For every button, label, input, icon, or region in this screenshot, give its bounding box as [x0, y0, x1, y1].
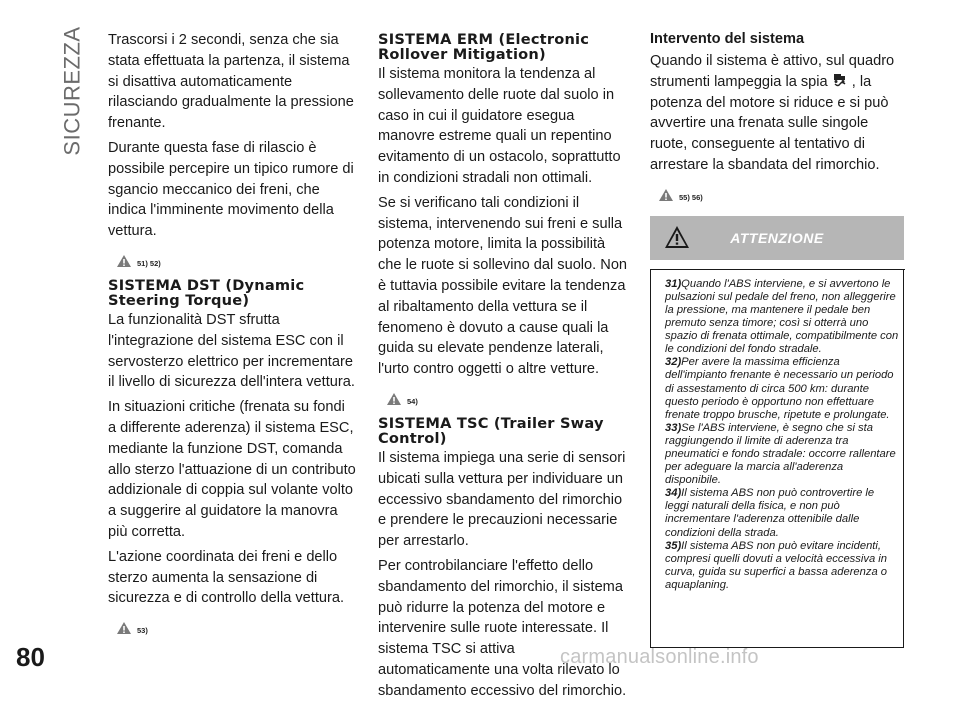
paragraph: In situazioni critiche (frenata su fondi a differente aderenza) il sistema ESC, mediante la funzione DST, comanda allo sterzo l'attuazione di un contributo addizionale di coppia sul volante volto a suggerire al guidatore la manovra più corretta. — [108, 399, 356, 540]
paragraph: La funzionalità DST sfrutta l'integrazione del sistema ESC con il servosterzo elettrico per incrementare il livello di sicurezza dell'intera vettura. — [108, 311, 355, 391]
section-heading-tsc: SISTEMA TSC (Trailer Sway Control) — [378, 414, 604, 447]
warning-reference — [386, 388, 628, 406]
note-text: Se l'ABS interviene, è segno che si sta raggiungendo il limite di aderenza tra pneumatici e fondo stradale: occorre rallentare per adeguare la marcia all'aderenza disponibile. — [665, 421, 896, 487]
subsection-heading-intervento: Intervento del sistema — [650, 31, 805, 47]
section-side-label — [56, 26, 90, 156]
warning-note — [665, 356, 899, 421]
column-2 — [378, 30, 628, 706]
section-heading-erm: SISTEMA ERM (Electronic Rollover Mitigation) — [378, 31, 590, 63]
note-text: Il sistema ABS non può evitare incidenti, compresi quelli dovuti a velocità eccessiva in curva, guida su superfici a bassa aderenza o aquaplaning. — [665, 539, 888, 591]
warning-note — [665, 487, 899, 539]
warning-triangle-icon — [386, 392, 402, 406]
warning-triangle-icon — [664, 224, 690, 250]
warning-reference — [116, 617, 356, 635]
site-watermark: carmanualsonline.info — [560, 646, 759, 668]
paragraph — [650, 51, 904, 176]
warning-notes — [650, 270, 904, 648]
note-text: Quando l'ABS interviene, e si avvertono le pulsazioni sul pedale del freno, non alleggerire la pressione, ma mantenere il pedale ben premuto senza timore; così si otterrà uno spazio di frenata ottimale, compatibilmente con le condizioni del fondo stradale. — [665, 277, 899, 356]
reference-numbers: 55) 56) — [679, 192, 703, 202]
warning-reference — [116, 250, 356, 268]
warning-triangle-icon — [116, 254, 132, 268]
note-number: 35) — [665, 539, 682, 552]
note-number: 32) — [665, 356, 682, 369]
warning-title: ATTENZIONE — [730, 229, 824, 246]
warning-note — [665, 422, 899, 487]
paragraph: Trascorsi i 2 secondi, senza che sia stata effettuata la partenza, il sistema si disattiva automaticamente rilasciando gradualmente la pressione frenante. — [108, 32, 354, 132]
reference-numbers: 54) — [407, 396, 418, 406]
note-number: 31) — [665, 277, 682, 290]
warning-note — [665, 540, 899, 592]
warning-note — [665, 278, 899, 357]
section-side-label-text: SICUREZZA — [60, 26, 85, 156]
column-3 — [650, 30, 904, 648]
page-number: 80 — [16, 642, 45, 672]
warning-box — [650, 216, 904, 648]
warning-reference — [658, 184, 904, 202]
paragraph: Durante questa fase di rilascio è possibile percepire un tipico rumore di sgancio meccanico dei freni, che indica l'imminente movimento della vettura. — [108, 139, 354, 240]
warning-triangle-icon — [116, 621, 132, 635]
paragraph: L'azione coordinata dei freni e dello sterzo aumenta la sensazione di sicurezza e di controllo della vettura. — [108, 548, 345, 607]
reference-numbers: 53) — [137, 626, 148, 636]
note-number: 34) — [665, 487, 682, 500]
paragraph: Se si verificano tali condizioni il sistema, intervenendo sui freni e sulla potenza motore, limita la possibilità che le ruote si sollevino dal suolo. Non è tuttavia possibile evitare la tendenza al ribaltamento della vettura se il fenomeno è dovuto a cause quali la guida su elevate pendenze laterali, l'urto contro oggetti o altre vetture. — [378, 194, 628, 378]
paragraph: Il sistema impiega una serie di sensori ubicati sulla vettura per individuare un eccessivo sbandamento del rimorchio e prendere le precauzioni necessarie per arrestarlo. — [378, 449, 626, 550]
paragraph-text-start: Quando il sistema è attivo, sul quadro strumenti lampeggia la spia — [650, 53, 895, 90]
note-text: Per avere la massima efficienza dell'impianto frenante è necessario un periodo di assestamento di circa 500 km: durante questo periodo è opportuno non effettuare frenate troppo brusche, ripetute e prolungate. — [665, 356, 894, 421]
reference-numbers: 51) 52) — [137, 258, 161, 268]
note-number: 33) — [665, 421, 682, 434]
paragraph-text-end: , la potenza del motore si riduce e si può avvertire una frenata sulle singole ruote, conseguente al tentativo di arrestare la sbandata del rimorchio. — [650, 73, 889, 173]
paragraph: Per controbilanciare l'effetto dello sbandamento del rimorchio, il sistema può ridurre la potenza del motore e intervenire sulle ruote interessate. Il sistema TSC si attiva automaticamente una volta rilevato lo sbandamento eccessivo del rimorchio. — [378, 557, 627, 699]
column-1 — [108, 30, 356, 645]
note-text: Il sistema ABS non può controvertire le leggi naturali della fisica, e non può incrementare l'aderenza ottenibile dalle condizioni della strada. — [665, 487, 875, 539]
paragraph: Il sistema monitora la tendenza al sollevamento delle ruote dal suolo in caso in cui il guidatore esegua manovre estreme quali un repentino evitamento di un ostacolo, soprattutto in condizioni stradali non ottimali. — [378, 66, 621, 186]
warning-triangle-icon — [658, 188, 674, 202]
warning-header — [650, 216, 904, 260]
trailer-sway-warning-light-icon — [832, 73, 848, 88]
section-heading-dst: SISTEMA DST (Dynamic Steering Torque) — [108, 276, 305, 309]
